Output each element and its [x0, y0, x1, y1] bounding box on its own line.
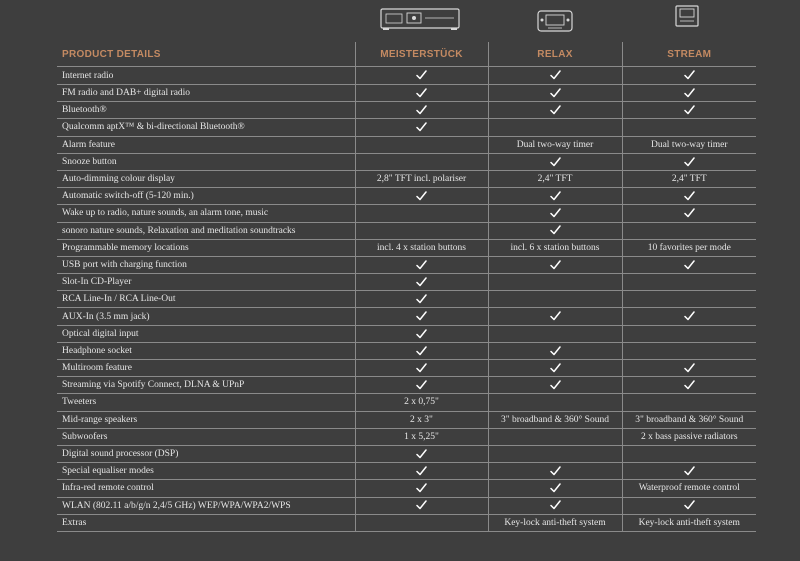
cell-meisterstueck: incl. 4 x station buttons	[355, 239, 488, 256]
table-row	[57, 394, 756, 411]
check-icon	[550, 311, 561, 321]
table-row	[57, 360, 756, 377]
check-icon	[416, 122, 427, 132]
table-row	[57, 170, 756, 187]
check-icon	[550, 346, 561, 356]
feature-label: Snooze button	[57, 153, 355, 170]
cell-meisterstueck	[355, 360, 488, 377]
cell-meisterstueck	[355, 222, 488, 239]
cell-relax: incl. 6 x station buttons	[488, 239, 622, 256]
table-row	[57, 445, 756, 462]
check-icon	[416, 294, 427, 304]
table-row	[57, 239, 756, 256]
cell-stream	[622, 308, 756, 325]
cell-stream: 2 x bass passive radiators	[622, 428, 756, 445]
check-icon	[550, 483, 561, 493]
cell-stream: 3" broadband & 360° Sound	[622, 411, 756, 428]
check-icon	[416, 346, 427, 356]
cell-stream	[622, 291, 756, 308]
check-icon	[684, 88, 695, 98]
feature-label: Wake up to radio, nature sounds, an alarm tone, music	[57, 205, 355, 222]
cell-stream	[622, 274, 756, 291]
cell-relax	[488, 274, 622, 291]
check-icon	[684, 363, 695, 373]
cell-relax	[488, 85, 622, 102]
table-row	[57, 342, 756, 359]
check-icon	[416, 105, 427, 115]
check-icon	[684, 70, 695, 80]
cell-meisterstueck	[355, 67, 488, 85]
feature-label: USB port with charging function	[57, 256, 355, 273]
check-icon	[684, 311, 695, 321]
cell-stream	[622, 153, 756, 170]
check-icon	[550, 225, 561, 235]
table-row	[57, 325, 756, 342]
cell-meisterstueck	[355, 497, 488, 514]
check-icon	[550, 105, 561, 115]
feature-label: Alarm feature	[57, 136, 355, 153]
cell-relax	[488, 377, 622, 394]
cell-stream	[622, 205, 756, 222]
table-row	[57, 463, 756, 480]
feature-label: WLAN (802.11 a/b/g/n 2,4/5 GHz) WEP/WPA/WPA2/WPS	[57, 497, 355, 514]
check-icon	[416, 70, 427, 80]
check-icon	[416, 380, 427, 390]
feature-label: Special equaliser modes	[57, 463, 355, 480]
cell-stream	[622, 360, 756, 377]
cell-stream	[622, 377, 756, 394]
cell-stream	[622, 222, 756, 239]
table-row	[57, 119, 756, 136]
meisterstueck-device-icon	[380, 6, 460, 32]
check-icon	[550, 380, 561, 390]
cell-relax	[488, 445, 622, 462]
cell-meisterstueck	[355, 514, 488, 531]
check-icon	[416, 88, 427, 98]
table-row	[57, 308, 756, 325]
cell-relax	[488, 153, 622, 170]
table-row	[57, 136, 756, 153]
cell-meisterstueck	[355, 308, 488, 325]
feature-label: Streaming via Spotify Connect, DLNA & UPnP	[57, 377, 355, 394]
feature-label: Subwoofers	[57, 428, 355, 445]
table-row	[57, 188, 756, 205]
table-row	[57, 377, 756, 394]
cell-relax	[488, 222, 622, 239]
cell-meisterstueck	[355, 102, 488, 119]
table-row	[57, 411, 756, 428]
check-icon	[550, 500, 561, 510]
cell-stream	[622, 394, 756, 411]
check-icon	[684, 466, 695, 476]
feature-label: Bluetooth®	[57, 102, 355, 119]
check-icon	[684, 105, 695, 115]
feature-label: Programmable memory locations	[57, 239, 355, 256]
check-icon	[416, 277, 427, 287]
cell-relax	[488, 497, 622, 514]
table-row	[57, 480, 756, 497]
cell-meisterstueck	[355, 256, 488, 273]
cell-meisterstueck	[355, 153, 488, 170]
feature-label: Multiroom feature	[57, 360, 355, 377]
table-row	[57, 514, 756, 531]
check-icon	[550, 363, 561, 373]
check-icon	[416, 260, 427, 270]
check-icon	[416, 363, 427, 373]
table-row	[57, 205, 756, 222]
cell-relax	[488, 360, 622, 377]
cell-meisterstueck	[355, 291, 488, 308]
comparison-table	[57, 42, 756, 532]
cell-relax	[488, 67, 622, 85]
cell-relax	[488, 256, 622, 273]
cell-meisterstueck	[355, 325, 488, 342]
cell-stream	[622, 67, 756, 85]
check-icon	[550, 88, 561, 98]
cell-stream	[622, 256, 756, 273]
cell-stream: Dual two-way timer	[622, 136, 756, 153]
check-icon	[416, 329, 427, 339]
cell-meisterstueck: 1 x 5,25"	[355, 428, 488, 445]
check-icon	[416, 191, 427, 201]
cell-meisterstueck	[355, 274, 488, 291]
cell-relax: Dual two-way timer	[488, 136, 622, 153]
check-icon	[684, 157, 695, 167]
feature-label: Mid-range speakers	[57, 411, 355, 428]
feature-label: Optical digital input	[57, 325, 355, 342]
cell-relax	[488, 291, 622, 308]
table-row	[57, 85, 756, 102]
feature-label: AUX-In (3.5 mm jack)	[57, 308, 355, 325]
product-header-meisterstueck: MEISTERSTÜCK	[355, 42, 488, 67]
table-row	[57, 67, 756, 85]
feature-label: Extras	[57, 514, 355, 531]
cell-relax: 3" broadband & 360° Sound	[488, 411, 622, 428]
feature-label: Digital sound processor (DSP)	[57, 445, 355, 462]
cell-meisterstueck	[355, 480, 488, 497]
feature-label: sonoro nature sounds, Relaxation and meditation soundtracks	[57, 222, 355, 239]
product-header-relax: RELAX	[488, 42, 622, 67]
header-row	[57, 42, 756, 67]
cell-stream	[622, 119, 756, 136]
cell-meisterstueck	[355, 342, 488, 359]
table-row	[57, 291, 756, 308]
check-icon	[684, 380, 695, 390]
check-icon	[550, 157, 561, 167]
cell-relax	[488, 428, 622, 445]
cell-meisterstueck	[355, 85, 488, 102]
check-icon	[416, 483, 427, 493]
cell-stream	[622, 325, 756, 342]
stream-device-icon	[675, 5, 699, 27]
cell-meisterstueck	[355, 445, 488, 462]
check-icon	[550, 191, 561, 201]
cell-relax	[488, 463, 622, 480]
cell-stream	[622, 342, 756, 359]
table-row	[57, 497, 756, 514]
cell-stream	[622, 497, 756, 514]
check-icon	[550, 466, 561, 476]
cell-relax	[488, 308, 622, 325]
feature-label: FM radio and DAB+ digital radio	[57, 85, 355, 102]
relax-device-icon	[537, 10, 573, 32]
cell-relax: Key-lock anti-theft system	[488, 514, 622, 531]
cell-meisterstueck	[355, 377, 488, 394]
cell-stream	[622, 85, 756, 102]
check-icon	[550, 70, 561, 80]
table-row	[57, 222, 756, 239]
cell-relax	[488, 342, 622, 359]
check-icon	[550, 260, 561, 270]
check-icon	[684, 208, 695, 218]
feature-label: Infra-red remote control	[57, 480, 355, 497]
check-icon	[684, 191, 695, 201]
cell-stream: 2,4" TFT	[622, 170, 756, 187]
feature-label: Automatic switch-off (5-120 min.)	[57, 188, 355, 205]
cell-meisterstueck	[355, 188, 488, 205]
cell-stream	[622, 445, 756, 462]
cell-stream: 10 favorites per mode	[622, 239, 756, 256]
cell-relax	[488, 480, 622, 497]
product-images	[0, 0, 800, 40]
cell-relax	[488, 188, 622, 205]
feature-label: Tweeters	[57, 394, 355, 411]
cell-meisterstueck	[355, 463, 488, 480]
cell-relax	[488, 325, 622, 342]
check-icon	[550, 208, 561, 218]
cell-relax	[488, 119, 622, 136]
feature-column-header: PRODUCT DETAILS	[57, 42, 355, 67]
table-row	[57, 102, 756, 119]
feature-label: Headphone socket	[57, 342, 355, 359]
check-icon	[416, 449, 427, 459]
table-row	[57, 256, 756, 273]
cell-relax: 2,4" TFT	[488, 170, 622, 187]
product-header-stream: STREAM	[622, 42, 756, 67]
cell-stream: Key-lock anti-theft system	[622, 514, 756, 531]
check-icon	[416, 500, 427, 510]
check-icon	[684, 260, 695, 270]
cell-stream	[622, 102, 756, 119]
feature-label: Internet radio	[57, 67, 355, 85]
table-row	[57, 274, 756, 291]
check-icon	[684, 500, 695, 510]
cell-meisterstueck	[355, 136, 488, 153]
table-row	[57, 428, 756, 445]
feature-label: Qualcomm aptX™ & bi-directional Bluetooth®	[57, 119, 355, 136]
cell-relax	[488, 205, 622, 222]
cell-meisterstueck: 2,8" TFT incl. polariser	[355, 170, 488, 187]
check-icon	[416, 311, 427, 321]
cell-meisterstueck: 2 x 0,75"	[355, 394, 488, 411]
feature-label: Slot-In CD-Player	[57, 274, 355, 291]
cell-meisterstueck: 2 x 3"	[355, 411, 488, 428]
cell-stream: Waterproof remote control	[622, 480, 756, 497]
cell-relax	[488, 394, 622, 411]
cell-relax	[488, 102, 622, 119]
cell-stream	[622, 463, 756, 480]
cell-stream	[622, 188, 756, 205]
cell-meisterstueck	[355, 119, 488, 136]
feature-label: RCA Line-In / RCA Line-Out	[57, 291, 355, 308]
feature-label: Auto-dimming colour display	[57, 170, 355, 187]
cell-meisterstueck	[355, 205, 488, 222]
table-row	[57, 153, 756, 170]
check-icon	[416, 466, 427, 476]
